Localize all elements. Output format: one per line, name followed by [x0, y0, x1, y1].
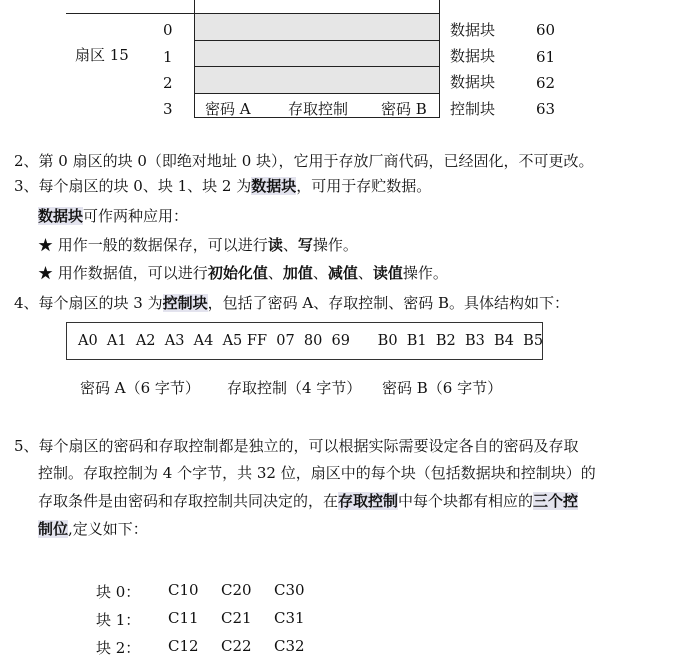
password-a-cell: 密码 A [205, 100, 251, 118]
block-number: 3 [163, 100, 173, 118]
password-a-label: 密码 A（6 字节） [80, 379, 200, 397]
block-number: 0 [163, 21, 173, 39]
bullet-2: ★ 用作数据值，可以进行初始化值、加值、减值、读值操作。 [38, 264, 448, 282]
control-bit: C10 [168, 581, 199, 599]
block-number: 1 [163, 48, 173, 66]
control-block-term: 控制块 [162, 294, 208, 312]
sector-label: 扇区 15 [75, 46, 129, 64]
bullet-1: ★ 用作一般的数据保存，可以进行读、写操作。 [38, 236, 358, 254]
block-1-row [195, 40, 439, 66]
control-bit: C30 [274, 581, 305, 599]
item-5-line-4: 制位,定义如下： [38, 520, 148, 538]
control-bit-block: 块 1： [96, 611, 141, 629]
item-5-line-1: 5、每个扇区的密码和存取控制都是独立的，可以根据实际需要设定各自的密码及存取 [14, 437, 579, 455]
block-type: 数据块 [450, 21, 496, 39]
control-bit: C21 [221, 609, 252, 627]
item-5-line-2: 控制。存取控制为 4 个字节，共 32 位，扇区中的每个块（包括数据块和控制块）的 [38, 464, 596, 482]
sector-table [194, 0, 440, 118]
item-4: 4、每个扇区的块 3 为控制块，包括了密码 A、存取控制、密码 B。具体结构如下： [14, 294, 570, 312]
block-3-row [195, 93, 439, 118]
password-b-cell: 密码 B [381, 100, 427, 118]
password-b-label: 密码 B（6 字节） [382, 379, 503, 397]
block-type: 数据块 [450, 73, 496, 91]
control-bit-block: 块 0： [96, 583, 141, 601]
control-bit: C11 [168, 609, 199, 627]
control-bit: C32 [274, 637, 305, 655]
block-0-row [195, 13, 439, 40]
star-icon: ★ [38, 264, 54, 282]
absolute-address: 60 [536, 21, 556, 39]
data-block-term: 数据块 [251, 177, 297, 195]
control-bit: C22 [221, 637, 252, 655]
item-5-line-3: 存取条件是由密码和存取控制共同决定的，在存取控制中每个块都有相应的三个控 [38, 492, 579, 510]
absolute-address: 62 [536, 74, 556, 92]
access-control-cell: 存取控制 [288, 100, 349, 118]
control-bit: C31 [274, 609, 305, 627]
table-top-line [66, 13, 194, 14]
control-bit: C12 [168, 637, 199, 655]
control-bit-block: 块 2： [96, 639, 141, 657]
block-type: 控制块 [450, 100, 496, 118]
usage-heading: 数据块可作两种应用： [38, 207, 189, 225]
control-block-bytes-box [66, 322, 543, 360]
block-type: 数据块 [450, 47, 496, 65]
control-block-bytes: A0 A1 A2 A3 A4 A5 FF 07 80 69 B0 B1 B2 B3 B4 B5 [78, 333, 544, 349]
control-bit: C20 [221, 581, 252, 599]
access-control-term: 存取控制 [338, 492, 399, 510]
star-icon: ★ [38, 236, 54, 254]
absolute-address: 63 [536, 100, 556, 118]
item-3: 3、每个扇区的块 0、块 1、块 2 为数据块，可用于存贮数据。 [14, 177, 432, 195]
item-2: 2、第 0 扇区的块 0（即绝对地址 0 块），它用于存放厂商代码，已经固化，不可更改。 [14, 152, 594, 170]
three-control-bits-term: 三个控 [533, 492, 579, 510]
block-number: 2 [163, 74, 173, 92]
block-2-row [195, 66, 439, 93]
access-control-label: 存取控制（4 字节） [227, 379, 362, 397]
absolute-address: 61 [536, 48, 556, 66]
